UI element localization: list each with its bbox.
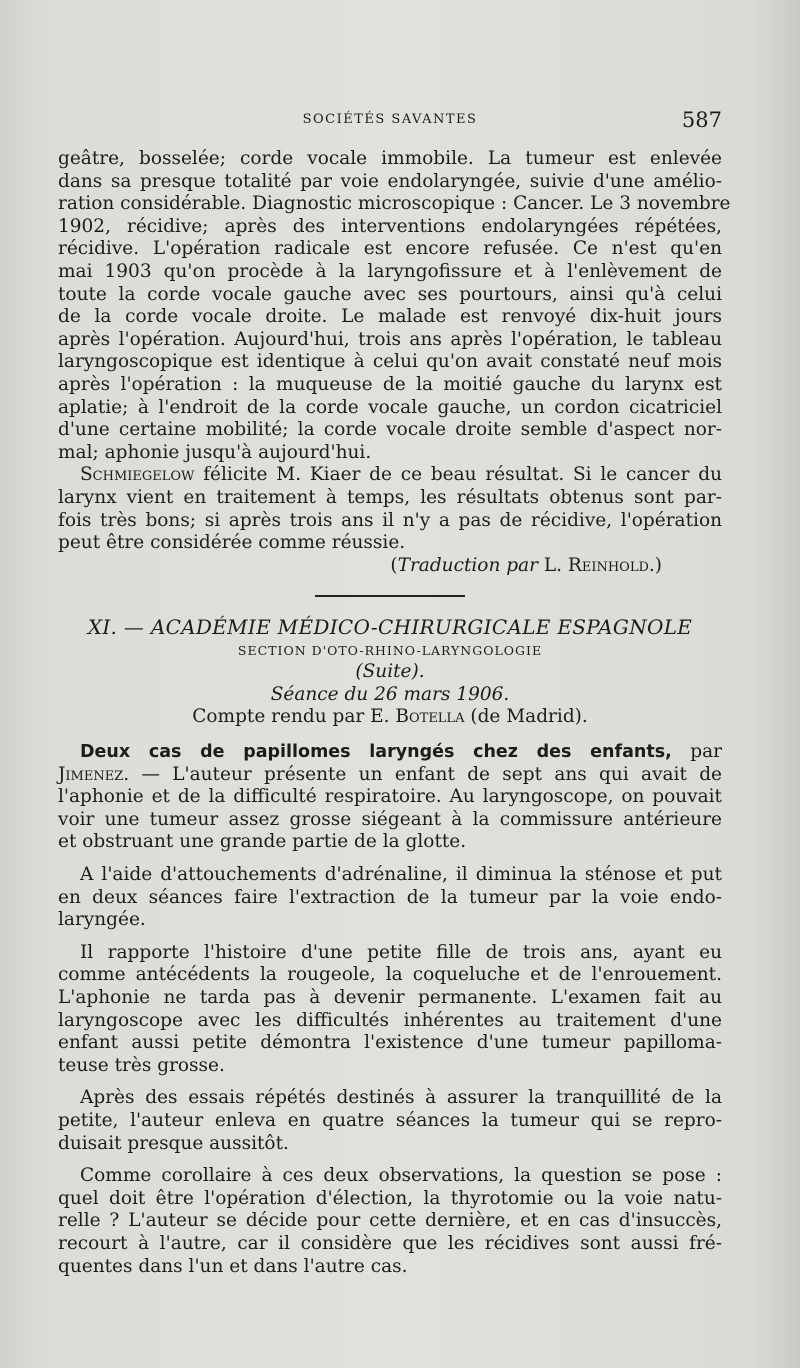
suite-text: (Suite). — [355, 661, 425, 683]
text-line: L'aphonie ne tarda pas à devenir permanente. L'examen fait au — [58, 987, 722, 1008]
spacer — [58, 1155, 722, 1165]
paragraph-case-report — [58, 148, 731, 464]
running-head — [58, 108, 722, 132]
text-line: après l'opération. Aujourd'hui, trois ans après l'opération, le tableau — [58, 328, 722, 350]
text-line: voir une tumeur assez grosse siégeant à la commissure antérieure — [58, 808, 722, 830]
text-line: aplatie; à l'endroit de la corde vocale gauche, un cordon cicatriciel — [58, 396, 722, 418]
text-line: larynx vient en traitement à temps, les résultats obtenus sont par- — [58, 486, 722, 508]
section-heading — [58, 613, 722, 641]
discussant-name: Schmiegelow — [80, 464, 195, 486]
text-line: petite, l'auteur enleva en quatre séances la tumeur qui se repro- — [58, 1109, 722, 1131]
text-span: (de Madrid). — [464, 706, 588, 728]
text-line — [58, 741, 722, 764]
text-line — [58, 464, 722, 487]
page-body — [58, 148, 731, 1278]
text-line: de la corde vocale droite. Le malade est renvoyé dix-huit jours — [58, 306, 722, 328]
text-line: teuse très grosse. — [58, 1054, 225, 1076]
suite-label — [58, 661, 722, 684]
text-line: Après des essais répétés destinés à assurer la tranquillité de la — [80, 1087, 722, 1109]
text-span: ( — [390, 554, 398, 576]
text-line: après l'opération : la muqueuse de la moitié gauche du larynx est — [58, 373, 722, 395]
text-line: mai 1903 qu'on procède à la laryngofissure et à l'enlèvement de — [58, 260, 722, 282]
text-line: ration considérable. Diagnostic microscopique : Cancer. Le 3 novembre — [58, 193, 731, 215]
text-span: — L'auteur présente un enfant de sept ans qui avait de — [129, 763, 722, 785]
text-line: geâtre, bosselée; corde vocale immobile. La tumeur est enlevée — [58, 148, 722, 169]
text-line: récidive. L'opération radicale est encore refusée. Ce n'est qu'en — [58, 238, 722, 260]
text-line: d'une certaine mobilité; la corde vocale droite semble d'aspect nor- — [58, 419, 722, 441]
article-author: Jimenez. — [58, 763, 130, 785]
translation-credit — [58, 555, 722, 578]
section-heading-text: XI. — ACADÉMIE MÉDICO-CHIRURGICALE ESPAGNOLE — [87, 615, 693, 640]
translation-label: Traduction par — [397, 554, 538, 576]
text-line: mal; aphonie jusqu'à aujourd'hui. — [58, 441, 372, 463]
translator-name: Reinhold — [567, 554, 649, 576]
running-head-title: SOCIÉTÉS SAVANTES — [302, 112, 478, 127]
text-line: duisait presque aussitôt. — [58, 1132, 289, 1154]
text-line: Comme corollaire à ces deux observations, la question se pose : — [80, 1165, 722, 1187]
text-line: comme antécédents la rougeole, la coqueluche et de l'enrouement. — [58, 964, 722, 986]
text-line: fois très bons; si après trois ans il n'y a pas de récidive, l'opération — [58, 509, 722, 531]
spacer — [58, 932, 722, 942]
spacer — [58, 729, 722, 741]
text-line: en deux séances faire l'extraction de la tumeur par la voie endo- — [58, 886, 722, 908]
text-span: Compte rendu par E. — [192, 706, 396, 728]
seance-date — [58, 684, 722, 707]
text-line: Il rapporte l'histoire d'une petite fille de trois ans, ayant eu — [80, 941, 722, 963]
text-line: recourt à l'autre, car il considère que les récidives sont aussi fré- — [58, 1232, 722, 1254]
text-line: dans sa presque totalité par voie endolaryngée, suivie d'une amélio- — [58, 170, 722, 192]
article — [58, 741, 722, 1278]
text-line: et obstruant une grande partie de la glotte. — [58, 831, 467, 853]
text-line: laryngoscopique est identique à celui qu'on avait constaté neuf mois — [58, 351, 722, 373]
text-line: laryngoscope avec les difficultés inhérentes au traitement d'une — [58, 1009, 722, 1031]
text-line — [58, 764, 722, 787]
section-divider — [315, 595, 465, 597]
text-line: 1902, récidive; après des interventions endolaryngées répétées, — [58, 215, 722, 237]
section-header — [58, 613, 722, 729]
section-subheading: SECTION D'OTO-RHINO-LARYNGOLOGIE — [237, 643, 543, 659]
text-line: A l'aide d'attouchements d'adrénaline, il diminua la sténose et put — [80, 864, 722, 886]
text-line: enfant aussi petite démontra l'existence d'une tumeur papilloma- — [58, 1032, 722, 1054]
text-line: laryngée. — [58, 909, 146, 931]
text-line: toute la corde vocale gauche avec ses pourtours, ainsi qu'à celui — [58, 283, 722, 305]
article-title: Deux cas de papillomes laryngés chez des enfants, — [80, 742, 672, 763]
text-line: quentes dans l'un et dans l'autre cas. — [58, 1255, 408, 1277]
text-span: .) — [648, 554, 662, 576]
text-line: peut être considérée comme réussie. — [58, 532, 406, 554]
text-line: l'aphonie et de la difficulté respiratoire. Au laryngoscope, on pouvait — [58, 786, 722, 808]
spacer — [58, 854, 722, 864]
paragraph-discussion — [58, 464, 722, 554]
seance-text: Séance du 26 mars 1906. — [270, 683, 510, 705]
text-span: L. — [537, 554, 568, 576]
text-line: quel doit être l'opération d'élection, la thyrotomie ou la voie natu- — [58, 1187, 722, 1209]
text-span: félicite M. Kiaer de ce beau résultat. Si le cancer du — [194, 464, 722, 486]
report-credit — [58, 706, 722, 729]
reporter-name: Botella — [395, 706, 465, 728]
text-line: relle ? L'auteur se décide pour cette dernière, et en cas d'insuccès, — [58, 1210, 722, 1232]
page-number: 587 — [681, 108, 722, 132]
spacer — [58, 1077, 722, 1087]
text-span: par — [671, 741, 722, 763]
